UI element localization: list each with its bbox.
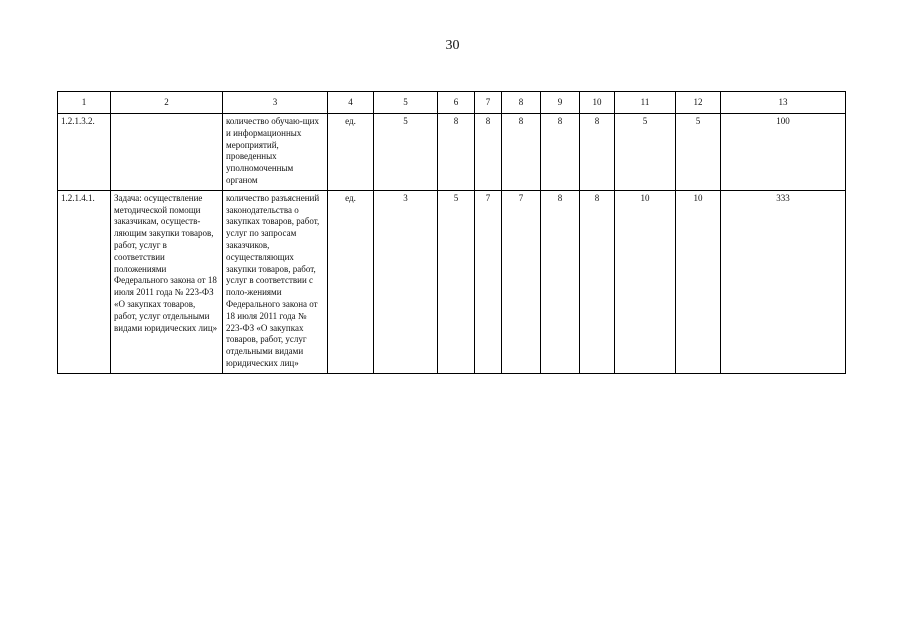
column-header: 13 [721, 92, 846, 114]
table-header-row [58, 92, 846, 114]
column-header: 10 [580, 92, 615, 114]
row-value: 8 [541, 190, 580, 373]
table-row [58, 190, 846, 373]
indicators-table [57, 91, 846, 374]
row-value: 8 [580, 114, 615, 191]
row-indicator: количество разъяснений законодательства о закупках товаров, работ, услуг по запросам заказчиков, осуществляющих закупки товаров, работ, услуг в соответствии с поло-жениями Федерального закона от 18 июля 2011 года № 223-ФЗ «О закупках товаров, работ, услуг отдельными видами юридических лиц» [223, 190, 328, 373]
row-value: 8 [438, 114, 475, 191]
row-unit: ед. [328, 114, 374, 191]
row-value: 3 [374, 190, 438, 373]
row-task [111, 114, 223, 191]
column-header: 12 [676, 92, 721, 114]
column-header: 9 [541, 92, 580, 114]
row-value: 5 [438, 190, 475, 373]
column-header: 7 [475, 92, 502, 114]
row-value: 8 [580, 190, 615, 373]
column-header: 11 [615, 92, 676, 114]
column-header: 8 [502, 92, 541, 114]
row-value: 8 [502, 114, 541, 191]
row-value: 5 [676, 114, 721, 191]
row-value: 10 [676, 190, 721, 373]
page-number: 30 [445, 38, 460, 53]
column-header: 5 [374, 92, 438, 114]
row-value: 10 [615, 190, 676, 373]
row-indicator: количество обучаю-щих и информационных мероприятий, проведенных уполномоченным органом [223, 114, 328, 191]
row-value: 7 [475, 190, 502, 373]
row-unit: ед. [328, 190, 374, 373]
column-header: 2 [111, 92, 223, 114]
column-header: 1 [58, 92, 111, 114]
row-value: 7 [502, 190, 541, 373]
column-header: 4 [328, 92, 374, 114]
row-task: Задача: осуществление методической помощи заказчикам, осуществ-ляющим закупки товаров, работ, услуг в соответствии положениями Федерального закона от 18 июля 2011 года № 223-ФЗ «О закупках товаров, работ, услуг отдельными видами юридических лиц» [111, 190, 223, 373]
row-value: 5 [615, 114, 676, 191]
column-header: 3 [223, 92, 328, 114]
table-row [58, 114, 846, 191]
row-total: 333 [721, 190, 846, 373]
row-total: 100 [721, 114, 846, 191]
row-value: 5 [374, 114, 438, 191]
row-value: 8 [475, 114, 502, 191]
row-code: 1.2.1.3.2. [58, 114, 111, 191]
row-code: 1.2.1.4.1. [58, 190, 111, 373]
row-value: 8 [541, 114, 580, 191]
column-header: 6 [438, 92, 475, 114]
